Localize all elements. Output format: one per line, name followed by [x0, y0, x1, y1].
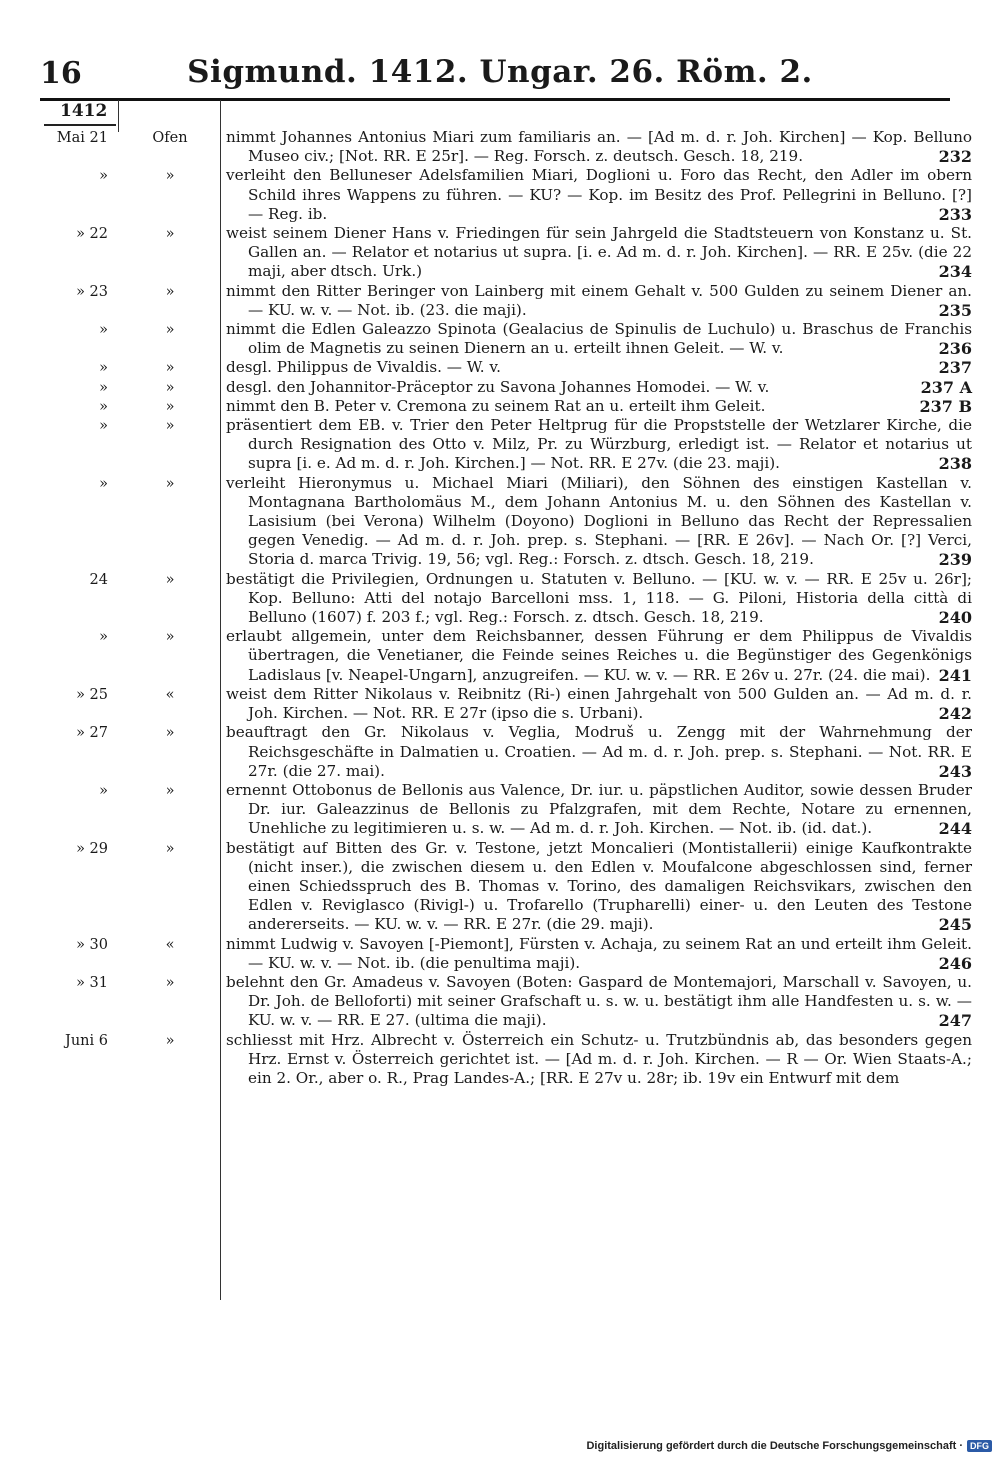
entry-text-block	[226, 781, 972, 839]
entry-text: desgl. Philippus de Vivaldis. — W. v.	[226, 358, 502, 377]
entry-text-block	[226, 935, 972, 973]
header-rule	[40, 98, 950, 101]
page-number: 16	[40, 56, 82, 91]
year-label: 1412	[60, 101, 108, 121]
entry-date: » 27	[76, 725, 108, 742]
entry-text-block	[226, 627, 972, 685]
entry-place: »	[165, 782, 175, 799]
entry-date: »	[99, 379, 108, 396]
entry-place: »	[165, 475, 175, 492]
entry-text: bestätigt auf Bitten des Gr. v. Testone, jetzt Moncalieri (Montistallerii) einige Kaufkontrakte (nicht inser.), die zwischen diesem u. den Edlen v. Moufalcone abgeschlossen sind, ferner einen Schiedsspruch des B. Thomas v. Torino, des damaligen Reichsvikars, zwischen den Edlen v. Reviglasco (Rivigl-) u. Trofarello (Trupharelli) einer- u. den Leuten des Testone andererseits. — KU. w. v. — RR. E 27r. (die 29. maji).	[226, 838, 972, 934]
entry-text: weist dem Ritter Nikolaus v. Reibnitz (Ri-) einen Jahrgehalt von 500 Gulden an. — Ad m. d. r. Joh. Kirchen. — Not. RR. E 27r (ipso die s. Urbani).	[226, 684, 972, 723]
year-rule	[44, 124, 116, 126]
entry-date: » 29	[76, 840, 108, 857]
regest-entry	[0, 474, 1000, 570]
entry-text-block	[226, 474, 972, 570]
entry-text-block	[226, 570, 972, 628]
entry-place: Ofen	[152, 130, 188, 146]
entry-text: nimmt den Ritter Beringer von Lainberg mit einem Gehalt v. 500 Gulden zu seinem Diener an. — KU. w. v. — Not. ib. (23. die maji).	[226, 281, 972, 319]
entry-text-block	[226, 416, 972, 474]
regest-entry	[0, 128, 1000, 166]
entry-date: »	[99, 360, 108, 377]
entry-place: »	[165, 283, 175, 300]
entry-text: nimmt Johannes Antonius Miari zum familiaris an. — [Ad m. d. r. Joh. Kirchen] — Kop. Belluno Museo civ.; [Not. RR. E 25r]. — Reg. Forsch. z. deutsch. Gesch. 18, 219.	[226, 128, 972, 166]
entry-date: 24	[89, 571, 108, 588]
entry-number: 245	[938, 915, 972, 935]
entry-date: » 30	[76, 936, 108, 953]
entry-text: weist seinem Diener Hans v. Friedingen für sein Jahrgeld die Stadtsteuern von Konstanz u. St. Gallen an. — Relator et notarius ut supra. [i. e. Ad m. d. r. Joh. Kirchen]. — RR. E 25v. (die 22 maji, aber dtsch. Urk.)	[226, 224, 972, 281]
footer	[586, 1440, 992, 1452]
entry-text: belehnt den Gr. Amadeus v. Savoyen (Boten: Gaspard de Montemajori, Marschall v. Savoyen, u. Dr. Joh. de Belloforti) mit seiner Grafschaft u. s. w. u. bestätigt ihm alle Handfesten u. s. w. — KU. w. v. — RR. E 27. (ultima die maji).	[226, 972, 972, 1030]
entry-text-block	[226, 973, 972, 1031]
entry-place: »	[165, 974, 175, 991]
entry-place: »	[165, 398, 175, 415]
regest-entry	[0, 973, 1000, 1031]
entry-place: »	[165, 571, 175, 588]
regest-entry	[0, 1031, 1000, 1089]
entry-text-block	[226, 397, 972, 416]
entry-number: 238	[938, 454, 972, 474]
entry-number: 242	[938, 704, 972, 724]
entry-text: schliesst mit Hrz. Albrecht v. Österreich ein Schutz- u. Trutzbündnis ab, das besonders gegen Hrz. Ernst v. Österreich gerichtet ist. — [Ad m. d. r. Joh. Kirchen. — R — Or. Wien Staats-A.; ein 2. Or., aber o. R., Prag Landes-A.; [RR. E 27v u. 28r; ib. 19v ein Entwurf mit dem	[226, 1030, 972, 1087]
entry-text: verleiht den Belluneser Adelsfamilien Miari, Doglioni u. Foro das Recht, den Adler im obern Schild ihres Wappens zu führen. — KU? — Kop. im Besitz des Prof. Pellegrini in Belluno. [?] — Reg. ib.	[226, 166, 972, 223]
entry-number: 244	[938, 819, 972, 839]
entry-place: »	[165, 1032, 175, 1049]
entry-text: ernennt Ottobonus de Bellonis aus Valence, Dr. iur. u. päpstlichen Auditor, sowie dessen Bruder Dr. iur. Galeazzinus de Bellonis zu Pfalzgrafen, mit dem Rechte, Notare zu ernennen, Unehliche zu legitimieren u. s. w. — Ad m. d. r. Joh. Kirchen. — Not. ib. (id. dat.).	[226, 780, 972, 838]
entry-text: verleiht Hieronymus u. Michael Miari (Miliari), den Söhnen des einstigen Kastellan v. Montagnana Bartholomäus M., dem Johann Antonius M. u. den Söhnen des Kastellan v. Lasisium (bei Verona) Wilhelm (Doyono) Doglioni in Belluno das Recht der Repressalien gegen Venedig. — Ad m. d. r. Joh. prep. s. Stephani. — [RR. E 26v]. — Nach Or. [?] Verci, Storia d. marca Trivig. 19, 56; vgl. Reg.: Forsch. z. dtsch. Gesch. 18, 219.	[226, 473, 972, 569]
entry-date: »	[99, 418, 108, 435]
entry-date: » 23	[76, 283, 108, 300]
entry-place: »	[165, 226, 175, 243]
entry-text-block	[226, 358, 972, 377]
entry-text: nimmt die Edlen Galeazzo Spinota (Gealacius de Spinulis de Luchulo) u. Braschus de Franchis olim de Magnetis zu seinen Dienern an u. erteilt ihnen Geleit. — W. v.	[226, 320, 972, 358]
regest-entry	[0, 282, 1000, 320]
regest-entry	[0, 570, 1000, 628]
entry-place: »	[165, 168, 175, 185]
entry-text-block	[226, 1031, 972, 1089]
entry-place: »	[165, 840, 175, 857]
regest-entry	[0, 166, 1000, 224]
entry-text-block	[226, 378, 972, 397]
entry-text: desgl. den Johannitor-Präceptor zu Savona Johannes Homodei. — W. v.	[226, 377, 770, 396]
entry-place: »	[165, 418, 175, 435]
regest-entry	[0, 416, 1000, 474]
entry-date: »	[99, 168, 108, 185]
entry-place: «	[165, 686, 175, 703]
entry-number: 235	[938, 300, 972, 320]
entry-text: nimmt Ludwig v. Savoyen [-Piemont], Fürsten v. Achaja, zu seinem Rat an und erteilt ihm Geleit. — KU. w. v. — Not. ib. (die penultima maji).	[226, 934, 972, 972]
regest-entry	[0, 358, 1000, 377]
entry-text: präsentiert dem EB. v. Trier den Peter Heltprug für die Propststelle der Wetzlarer Kirche, die durch Resignation des Otto v. Milz, Pr. zu Würzburg, erledigt ist. — Relator et notarius ut supra [i. e. Ad m. d. r. Joh. Kirchen.] — Not. RR. E 27v. (die 23. maji).	[226, 416, 972, 473]
entry-text-block	[226, 839, 972, 935]
entry-number: 237 B	[919, 396, 972, 416]
entry-text: erlaubt allgemein, unter dem Reichsbanner, dessen Führung er dem Philippus de Vivaldis übertragen, die Venetianer, die Feinde seines Reiches u. die Begünstiger des Gegenkönigs Ladislaus [v. Neapel-Ungarn], anzugreifen. — KU. w. v. — RR. E 26v u. 27r. (24. die mai).	[226, 627, 972, 684]
regest-entry	[0, 378, 1000, 397]
entry-number: 240	[938, 608, 972, 628]
entry-date: »	[99, 782, 108, 799]
entry-place: «	[165, 936, 175, 953]
entry-place: »	[165, 379, 175, 396]
entry-number: 246	[938, 953, 972, 973]
entry-number: 239	[938, 550, 972, 570]
entry-number: 234	[938, 262, 972, 282]
entry-text-block	[226, 723, 972, 781]
regest-entry	[0, 397, 1000, 416]
entry-number: 232	[938, 147, 972, 167]
entry-place: »	[165, 629, 175, 646]
entry-number: 236	[938, 339, 972, 359]
entry-date: »	[99, 475, 108, 492]
dfg-logo-icon: DFG	[967, 1440, 992, 1452]
entry-text: bestätigt die Privilegien, Ordnungen u. Statuten v. Belluno. — [KU. w. v. — RR. E 25v u. 26r]; Kop. Belluno: Atti del notajo Barcelloni mss. 1, 118. — G. Piloni, Historia della città di Belluno (1607) f. 203 f.; vgl. Reg.: Forsch. z. dtsch. Gesch. 18, 219.	[226, 569, 972, 627]
entry-text-block	[226, 166, 972, 224]
entry-text: beauftragt den Gr. Nikolaus v. Veglia, Modruš u. Zengg mit der Wahrnehmung der Reichsgeschäfte in Dalmatien u. Croatien. — Ad m. d. r. Joh. prep. s. Stephani. — Not. RR. E 27r. (die 27. mai).	[226, 723, 972, 780]
entry-number: 233	[938, 204, 972, 224]
entry-number: 243	[938, 761, 972, 781]
regest-entry	[0, 781, 1000, 839]
entry-number: 237	[938, 358, 972, 378]
regest-entry	[0, 224, 1000, 282]
entry-place: »	[165, 360, 175, 377]
entry-date: » 31	[76, 974, 108, 991]
entry-date: »	[99, 322, 108, 339]
entry-text: nimmt den B. Peter v. Cremona zu seinem Rat an u. erteilt ihm Geleit.	[226, 396, 766, 415]
regest-entry	[0, 839, 1000, 935]
entry-place: »	[165, 322, 175, 339]
entry-date: Juni 6	[65, 1032, 108, 1049]
entry-text-block	[226, 128, 972, 166]
entry-number: 247	[938, 1011, 972, 1031]
entry-text-block	[226, 685, 972, 723]
entry-number: 237 A	[920, 377, 972, 397]
entry-number: 241	[938, 665, 972, 685]
regest-entry	[0, 935, 1000, 973]
entry-place: »	[165, 725, 175, 742]
running-title: Sigmund. 1412. Ungar. 26. Röm. 2.	[187, 54, 813, 90]
entry-text-block	[226, 320, 972, 358]
regesta-list	[0, 128, 1000, 1088]
entry-date: » 22	[76, 226, 108, 243]
entry-text-block	[226, 224, 972, 282]
regest-entry	[0, 723, 1000, 781]
regest-entry	[0, 685, 1000, 723]
footer-credit: Digitalisierung gefördert durch die Deutsche Forschungsgemeinschaft ·	[586, 1440, 963, 1452]
regest-entry	[0, 627, 1000, 685]
entry-date: » 25	[76, 686, 108, 703]
regest-entry	[0, 320, 1000, 358]
entry-date: Mai 21	[56, 130, 108, 146]
entry-text-block	[226, 282, 972, 320]
entry-date: »	[99, 398, 108, 415]
entry-date: »	[99, 629, 108, 646]
